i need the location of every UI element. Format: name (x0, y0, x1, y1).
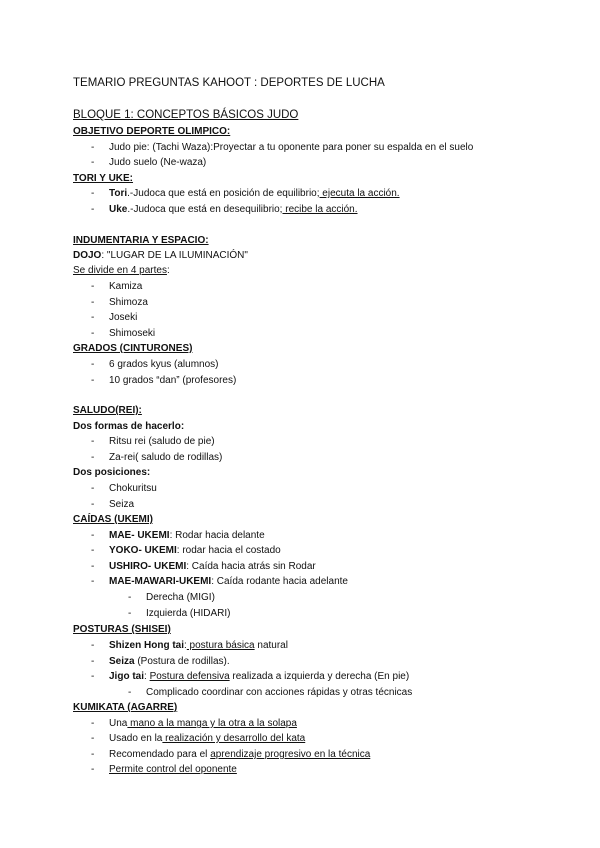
formas-label: Dos formas de hacerlo: (73, 421, 185, 432)
posturas-heading: POSTURAS (SHISEI) (73, 624, 171, 635)
posiciones-label: Dos posiciones: (73, 467, 151, 478)
objetivo-heading: OBJETIVO DEPORTE OLIMPICO: (73, 126, 231, 137)
document-title: TEMARIO PREGUNTAS KAHOOT : DEPORTES DE LUCHA (73, 77, 385, 89)
indumentaria-heading: INDUMENTARIA Y ESPACIO: (73, 235, 209, 246)
divide-line: Se divide en 4 partes: (73, 265, 170, 276)
kumikata-heading: KUMIKATA (AGARRE) (73, 702, 178, 713)
caidas-heading: CAÍDAS (UKEMI) (73, 514, 153, 525)
grados-heading: GRADOS (CINTURONES) (73, 343, 193, 354)
tori-uke-heading: TORI Y UKE: (73, 173, 134, 184)
block-1-heading: BLOQUE 1: CONCEPTOS BÁSICOS JUDO (73, 109, 299, 121)
dojo-line: DOJO: "LUGAR DE LA ILUMINACIÓN" (73, 250, 248, 261)
saludo-heading: SALUDO(REI): (73, 405, 142, 416)
document-page: TEMARIO PREGUNTAS KAHOOT : DEPORTES DE LUCHA BLOQUE 1: CONCEPTOS BÁSICOS JUDO OBJETIVO DEPORTE OLIMPICO: - Judo pie: (Tachi Waza):Proyectar a tu oponente para poner su espalda en el suelo - Judo suelo (Ne-waza) TORI Y UKE: - Tori.-Judoca que está en posición de equilibrio; ejecuta la acción. - Uke.-Judoca que está en desequilibrio; recibe la acción. INDUMENTARIA Y ESPACIO: DOJO: "LUGAR DE LA ILUMINACIÓN" Se divide en 4 partes: - Kamiza - Shimoza - Joseki - Shimoseki GRADOS (CINTURONES) - 6 grados kyus (alumnos) - 10 grados “dan” (profesores) SALUDO(REI): Dos formas de hacerlo: - Ritsu rei (saludo de pie) - Za-rei( saludo de rodillas) Dos posiciones: - Chokuritsu - Seiza CAÍDAS (UKEMI) - MAE- UKEMI: Rodar hacia delante - YOKO- UKEMI: rodar hacia el costado - USHIRO- UKEMI: Caída hacia atrás sin Rodar - MAE-MAWARI-UKEMI: Caída rodante hacia adelante - Derecha (MIGI) - Izquierda (HIDARI) POSTURAS (SHISEI) - Shizen Hong tai: postura básica natural - Seiza (Postura de rodillas). - Jigo tai: Postura defensiva realizada a izquierda y derecha (En pie) - Complicado coordinar con acciones rápidas y otras técnicas KUMIKATA (AGARRE) - Una mano a la manga y la otra a la solapa - Usado en la realización y desarrollo del kata - Recomendado para el aprendizaje progresivo en la técnica - Permite control del oponente (73, 77, 474, 775)
